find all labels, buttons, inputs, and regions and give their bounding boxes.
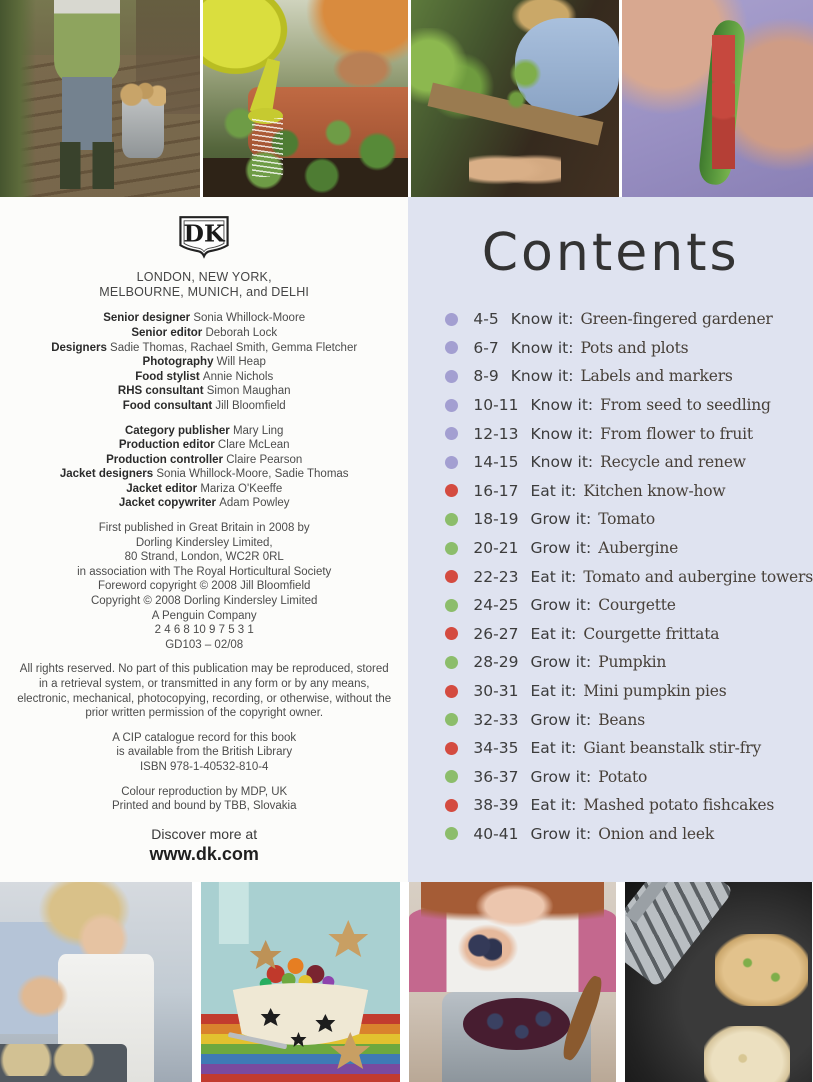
credit-value: Deborah Lock	[202, 326, 278, 339]
credit-value: Simon Maughan	[203, 385, 291, 398]
contents-list	[408, 305, 813, 848]
contents-entry	[445, 705, 813, 734]
page-range: 12-13	[473, 424, 519, 443]
imprint-line: Dorling Kindersley Limited,	[135, 536, 273, 549]
page-range: 36-37	[473, 767, 519, 786]
entry-title: Pots and plots	[580, 338, 689, 357]
bottom-photo-strip	[0, 882, 813, 1082]
cip-line: A CIP catalogue record for this book	[112, 731, 297, 744]
page-range: 38-39	[473, 796, 519, 815]
grow-bullet-dot	[445, 599, 458, 612]
page-range: 26-27	[473, 624, 519, 643]
contents-entry	[445, 677, 813, 706]
wellies-shape	[60, 142, 114, 189]
muffins-shape	[0, 1044, 119, 1076]
page-range: 24-25	[473, 596, 519, 615]
contents-entry	[445, 505, 813, 534]
foliage-shape	[0, 0, 36, 197]
production-credits	[0, 424, 408, 512]
credit-label: Designers	[51, 341, 107, 354]
page-range: 10-11	[473, 396, 519, 415]
page-body	[0, 197, 813, 882]
printing-info	[0, 785, 408, 814]
dk-logo	[175, 214, 233, 262]
credit-value: Mary Ling	[229, 424, 284, 437]
credit-value: Jill Bloomfield	[212, 399, 286, 412]
credit-row	[0, 311, 408, 326]
contents-entry	[445, 791, 813, 820]
eat-bullet-dot	[445, 627, 458, 640]
contents-title: Contents	[481, 223, 740, 283]
photo-star-salad-bowl	[201, 882, 400, 1082]
entry-category: Eat it:	[530, 624, 577, 643]
credit-value: Adam Powley	[216, 497, 290, 510]
credit-value: Claire Pearson	[223, 453, 303, 466]
entry-title: Tomato	[598, 510, 655, 529]
imprint-line: GD103 – 02/08	[165, 638, 244, 651]
page-range: 22-23	[473, 567, 519, 586]
eat-bullet-dot	[445, 799, 458, 812]
grow-bullet-dot	[445, 770, 458, 783]
eat-bullet-dot	[445, 685, 458, 698]
credit-label: Food consultant	[122, 399, 213, 412]
entry-category: Grow it:	[530, 767, 592, 786]
imprint-line: A Penguin Company	[151, 609, 257, 622]
photo-watering-can-seedlings	[203, 0, 408, 197]
credit-label: Food stylist	[135, 370, 200, 383]
entry-category: Know it:	[530, 424, 594, 443]
know-bullet-dot	[445, 456, 458, 469]
credit-row	[0, 453, 408, 468]
credit-value: Will Heap	[213, 356, 266, 369]
photo-shelling-bean-pod	[622, 0, 813, 197]
contents-entry	[445, 820, 813, 849]
grow-bullet-dot	[445, 713, 458, 726]
credit-row	[0, 438, 408, 453]
know-bullet-dot	[445, 370, 458, 383]
grow-bullet-dot	[445, 513, 458, 526]
entry-title: Onion and leek	[598, 824, 715, 843]
entry-title: From seed to seedling	[600, 396, 771, 415]
entry-title: Kitchen know-how	[583, 481, 726, 500]
credit-row	[0, 370, 408, 385]
publisher-cities: LONDON, NEW YORK, MELBOURNE, MUNICH, and DELHI	[99, 269, 310, 300]
credit-label: Senior designer	[103, 312, 191, 325]
cip-record	[0, 731, 408, 775]
credit-label: Senior editor	[131, 326, 203, 339]
seedlings-shape	[203, 63, 408, 197]
contents-entry	[445, 534, 813, 563]
know-bullet-dot	[445, 341, 458, 354]
credit-row	[0, 326, 408, 341]
credit-value: Clare McLean	[214, 439, 290, 452]
imprint-line: 2 4 6 8 10 9 7 5 3 1	[154, 624, 254, 637]
contents-entry	[445, 334, 813, 363]
credit-row	[0, 399, 408, 414]
contents-column	[408, 197, 813, 882]
contents-entry	[445, 620, 813, 649]
entry-title: Potato	[598, 767, 648, 786]
credit-value: Sadie Thomas, Rachael Smith, Gemma Fletcher	[106, 341, 358, 354]
photo-girl-blueberries-saucepan	[409, 882, 616, 1082]
credit-value: Sonia Whillock-Moore, Sadie Thomas	[153, 468, 349, 481]
page-range: 28-29	[473, 653, 519, 672]
entry-title: Courgette frittata	[583, 624, 720, 643]
page-range: 16-17	[473, 481, 519, 500]
imprint-line: First published in Great Britain in 2008 by	[98, 522, 310, 535]
contents-entry	[445, 648, 813, 677]
page-range: 6-7	[473, 338, 499, 357]
entry-category: Know it:	[530, 396, 594, 415]
watering-can-shape	[203, 0, 293, 79]
page-range: 8-9	[473, 367, 499, 386]
entry-category: Eat it:	[530, 739, 577, 758]
photo-boy-baking-muffins	[0, 882, 192, 1082]
grow-bullet-dot	[445, 827, 458, 840]
credit-row	[0, 341, 408, 356]
contents-entry	[445, 763, 813, 792]
credit-label: RHS consultant	[117, 385, 204, 398]
photo-boy-planting-garden	[411, 0, 619, 197]
child-jeans-shape	[62, 77, 112, 150]
entry-category: Grow it:	[530, 539, 592, 558]
credit-label: Jacket copywriter	[118, 497, 217, 510]
entry-category: Know it:	[510, 310, 574, 329]
contents-entry	[445, 305, 813, 334]
credit-label: Photography	[142, 356, 214, 369]
contents-entry	[445, 419, 813, 448]
dk-logo-letters: DK	[183, 219, 225, 248]
credit-row	[0, 355, 408, 370]
child-shirt-shape	[54, 0, 120, 83]
credit-row	[0, 467, 408, 482]
entry-category: Grow it:	[530, 596, 592, 615]
credit-label: Jacket editor	[126, 482, 198, 495]
imprint-line: Copyright © 2008 Dorling Kindersley Limited	[90, 595, 318, 608]
bowl-shape	[233, 983, 368, 1045]
entry-title: Recycle and renew	[600, 453, 746, 472]
credit-value: Sonia Whillock-Moore	[190, 312, 306, 325]
photo-boy-carrying-potato-bucket	[0, 0, 200, 197]
rights-notice: All rights reserved. No part of this publication may be reproduced, stored in a retrieval system, or transmitted in any form or by any means, electronic, mechanical, photocopying, recording, or otherwise, without the prior written permission of the copyright owner.	[17, 663, 392, 720]
cip-line: is available from the British Library	[116, 746, 293, 759]
seedling-shape	[503, 59, 549, 126]
credit-row	[0, 482, 408, 497]
entry-title: Labels and markers	[580, 367, 733, 386]
hand-shape	[12, 970, 73, 1022]
blueberries-shape	[467, 932, 502, 962]
credit-label: Production controller	[106, 453, 224, 466]
entry-title: Giant beanstalk stir-fry	[583, 739, 762, 758]
entry-title: From flower to fruit	[600, 424, 753, 443]
entry-category: Know it:	[530, 453, 594, 472]
credit-label: Jacket designers	[59, 468, 154, 481]
entry-title: Beans	[598, 710, 645, 729]
salad-bowl-illustration	[201, 882, 400, 1082]
staff-credits	[0, 311, 408, 413]
eat-bullet-dot	[445, 484, 458, 497]
entry-category: Know it:	[510, 367, 574, 386]
entry-title: Tomato and aubergine towers	[583, 567, 813, 586]
water-streams-shape	[252, 118, 283, 177]
potatoes-shape	[120, 81, 166, 107]
page-range: 40-41	[473, 824, 519, 843]
entry-category: Eat it:	[530, 567, 577, 586]
credit-value: Annie Nichols	[199, 370, 274, 383]
grow-bullet-dot	[445, 656, 458, 669]
dk-website: www.dk.com	[149, 843, 259, 864]
photo-fishcakes-frying-pan	[625, 882, 812, 1082]
entry-title: Green-fingered gardener	[580, 310, 773, 329]
imprint-details	[0, 521, 408, 652]
page-range: 34-35	[473, 739, 519, 758]
contents-entry	[445, 734, 813, 763]
printing-line: Colour reproduction by MDP, UK	[121, 785, 288, 798]
credit-row	[0, 424, 408, 439]
imprint-line: in association with The Royal Horticultural Society	[77, 565, 332, 578]
contents-entry	[445, 477, 813, 506]
page-range: 32-33	[473, 710, 519, 729]
credit-label: Category publisher	[124, 424, 230, 437]
grow-bullet-dot	[445, 542, 458, 555]
bean-seeds-shape	[712, 35, 735, 169]
credit-row	[0, 384, 408, 399]
know-bullet-dot	[445, 427, 458, 440]
fishcake-shape	[704, 1026, 790, 1082]
discover-more	[0, 826, 408, 864]
entry-category: Eat it:	[530, 796, 577, 815]
credit-row	[0, 496, 408, 511]
entry-category: Eat it:	[530, 481, 577, 500]
entry-category: Know it:	[510, 338, 574, 357]
entry-title: Courgette	[598, 596, 676, 615]
entry-category: Eat it:	[530, 682, 577, 701]
entry-title: Mashed potato fishcakes	[583, 796, 775, 815]
imprint-line: 80 Strand, London, WC2R 0RL	[124, 551, 284, 564]
contents-entry	[445, 591, 813, 620]
entry-category: Grow it:	[530, 653, 592, 672]
know-bullet-dot	[445, 313, 458, 326]
page-range: 20-21	[473, 539, 519, 558]
hands-shape	[469, 150, 561, 189]
contents-entry	[445, 448, 813, 477]
entry-category: Grow it:	[530, 710, 592, 729]
entry-category: Grow it:	[530, 824, 592, 843]
imprint-line: Foreword copyright © 2008 Jill Bloomfield	[98, 580, 311, 593]
page-range: 14-15	[473, 453, 519, 472]
discover-more-text: Discover more at	[151, 825, 258, 842]
know-bullet-dot	[445, 399, 458, 412]
entry-category: Grow it:	[530, 510, 592, 529]
entry-title: Aubergine	[598, 539, 679, 558]
printing-line: Printed and bound by TBB, Slovakia	[111, 800, 297, 813]
contents-entry	[445, 562, 813, 591]
credit-value: Mariza O'Keeffe	[197, 482, 283, 495]
page-range: 18-19	[473, 510, 519, 529]
entry-title: Mini pumpkin pies	[583, 682, 727, 701]
cip-line: ISBN 978-1-40532-810-4	[139, 760, 269, 773]
eat-bullet-dot	[445, 742, 458, 755]
fishcake-shape	[715, 934, 809, 1006]
page-range: 4-5	[473, 310, 499, 329]
imprint-column	[0, 197, 408, 882]
contents-entry	[445, 391, 813, 420]
contents-entry	[445, 362, 813, 391]
top-photo-strip	[0, 0, 813, 197]
page-range: 30-31	[473, 682, 519, 701]
berry-compote-shape	[463, 998, 571, 1050]
credit-label: Production editor	[118, 439, 215, 452]
eat-bullet-dot	[445, 570, 458, 583]
entry-title: Pumpkin	[598, 653, 667, 672]
